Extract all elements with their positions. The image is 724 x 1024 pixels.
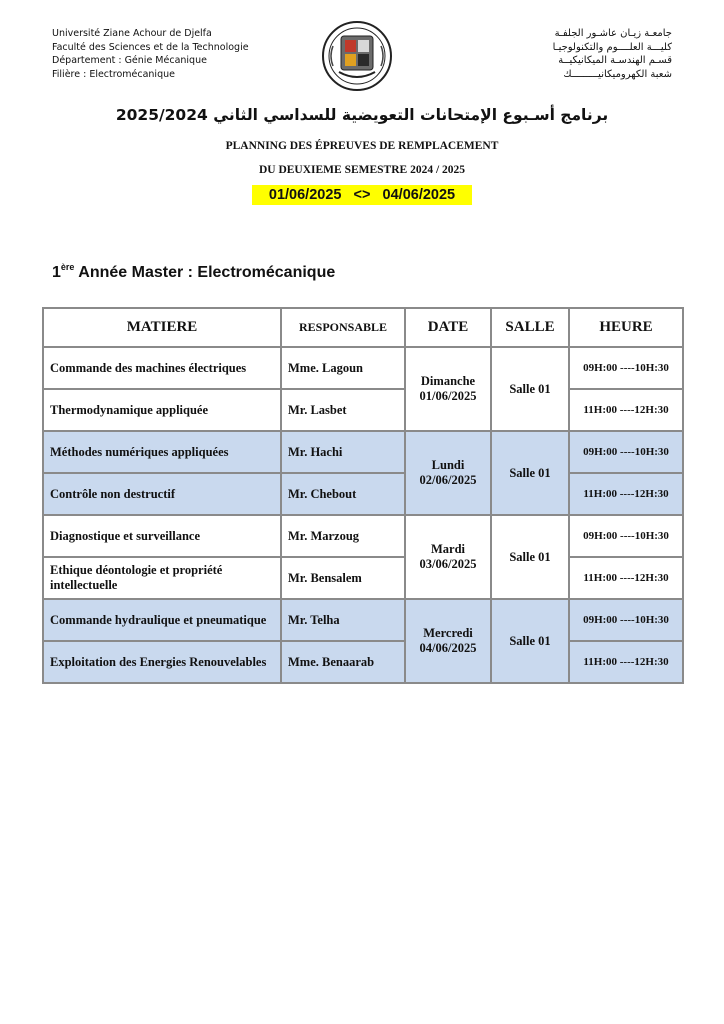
cell-responsable: Mr. Marzoug bbox=[281, 515, 405, 557]
cell-heure: 11H:00 ----12H:30 bbox=[569, 389, 683, 431]
section-heading bbox=[52, 262, 335, 282]
university-header-ar bbox=[553, 27, 672, 81]
table-row bbox=[43, 557, 683, 599]
header-university: Université Ziane Achour de Djelfa bbox=[52, 28, 212, 39]
cell-date bbox=[405, 515, 491, 599]
cell-responsable: Mme. Benaarab bbox=[281, 641, 405, 683]
cell-date bbox=[405, 347, 491, 431]
table-row bbox=[43, 431, 683, 473]
cell-salle: Salle 01 bbox=[491, 347, 569, 431]
cell-responsable: Mr. Bensalem bbox=[281, 557, 405, 599]
section-title: Année Master : Electromécanique bbox=[74, 264, 336, 281]
cell-heure: 09H:00 ----10H:30 bbox=[569, 515, 683, 557]
header-salle: SALLE bbox=[491, 308, 569, 347]
cell-matiere: Commande des machines électriques bbox=[43, 347, 281, 389]
header-filiere: Filière : Electromécanique bbox=[52, 68, 175, 80]
cell-matiere: Méthodes numériques appliquées bbox=[43, 431, 281, 473]
cell-heure: 09H:00 ----10H:30 bbox=[569, 599, 683, 641]
university-header-fr bbox=[52, 27, 249, 81]
cell-heure: 11H:00 ----12H:30 bbox=[569, 473, 683, 515]
cell-matiere: Exploitation des Energies Renouvelables bbox=[43, 641, 281, 683]
cell-date bbox=[405, 599, 491, 683]
cell-salle: Salle 01 bbox=[491, 431, 569, 515]
table-row bbox=[43, 599, 683, 641]
cell-matiere: Thermodynamique appliquée bbox=[43, 389, 281, 431]
cell-heure: 11H:00 ----12H:30 bbox=[569, 641, 683, 683]
cell-responsable: Mr. Hachi bbox=[281, 431, 405, 473]
cell-responsable: Mr. Telha bbox=[281, 599, 405, 641]
cell-salle: Salle 01 bbox=[491, 515, 569, 599]
date-day: Mardi bbox=[430, 542, 466, 556]
header-faculty: Faculté des Sciences et de la Technologie bbox=[52, 41, 249, 53]
table-row bbox=[43, 347, 683, 389]
title-arabic: برنامج أسـبوع الإمتحانات التعويضية للسداسي الثاني 2025/2024 bbox=[115, 106, 609, 124]
header-ar-filiere: شعبة الكهروميكانيـــــــــك bbox=[563, 68, 672, 80]
date-value: 03/06/2025 bbox=[419, 557, 477, 571]
date-value: 01/06/2025 bbox=[419, 389, 477, 403]
title-french-line2: DU DEUXIEME SEMESTRE 2024 / 2025 bbox=[258, 164, 466, 176]
section-superscript: ère bbox=[60, 262, 75, 272]
date-value: 04/06/2025 bbox=[419, 641, 477, 655]
header-ar-university: جامعـة زيـان عاشـور الجلفـة bbox=[554, 28, 672, 39]
header-ar-department: قسـم الهندسـة الميكانيكيــة bbox=[558, 55, 672, 66]
date-day: Dimanche bbox=[420, 374, 476, 388]
title-french-line1: PLANNING DES ÉPREUVES DE REMPLACEMENT bbox=[225, 140, 499, 152]
table-row bbox=[43, 515, 683, 557]
header-heure: HEURE bbox=[569, 308, 683, 347]
date-range-highlight: 01/06/2025 <> 04/06/2025 bbox=[252, 185, 472, 205]
university-logo bbox=[319, 20, 395, 92]
header-responsable: RESPONSABLE bbox=[281, 308, 405, 347]
date-value: 02/06/2025 bbox=[419, 473, 477, 487]
cell-matiere: Diagnostique et surveillance bbox=[43, 515, 281, 557]
cell-responsable: Mr. Chebout bbox=[281, 473, 405, 515]
header-date: DATE bbox=[405, 308, 491, 347]
cell-date bbox=[405, 431, 491, 515]
schedule-table bbox=[42, 307, 684, 684]
cell-responsable: Mme. Lagoun bbox=[281, 347, 405, 389]
cell-responsable: Mr. Lasbet bbox=[281, 389, 405, 431]
table-row bbox=[43, 473, 683, 515]
cell-matiere: Ethique déontologie et propriété intellectuelle bbox=[43, 557, 281, 599]
header-ar-faculty: كليـــة العلــــوم والتكنولوجيـا bbox=[552, 41, 672, 53]
header-department: Département : Génie Mécanique bbox=[52, 55, 207, 66]
table-row bbox=[43, 389, 683, 431]
cell-heure: 09H:00 ----10H:30 bbox=[569, 347, 683, 389]
cell-matiere: Contrôle non destructif bbox=[43, 473, 281, 515]
table-header-row bbox=[43, 308, 683, 347]
date-day: Mercredi bbox=[423, 626, 473, 640]
cell-heure: 09H:00 ----10H:30 bbox=[569, 431, 683, 473]
cell-heure: 11H:00 ----12H:30 bbox=[569, 557, 683, 599]
header-matiere: MATIERE bbox=[43, 308, 281, 347]
section-prefix: 1 bbox=[52, 264, 61, 281]
date-day: Lundi bbox=[431, 458, 465, 472]
table-row bbox=[43, 641, 683, 683]
cell-matiere: Commande hydraulique et pneumatique bbox=[43, 599, 281, 641]
cell-salle: Salle 01 bbox=[491, 599, 569, 683]
